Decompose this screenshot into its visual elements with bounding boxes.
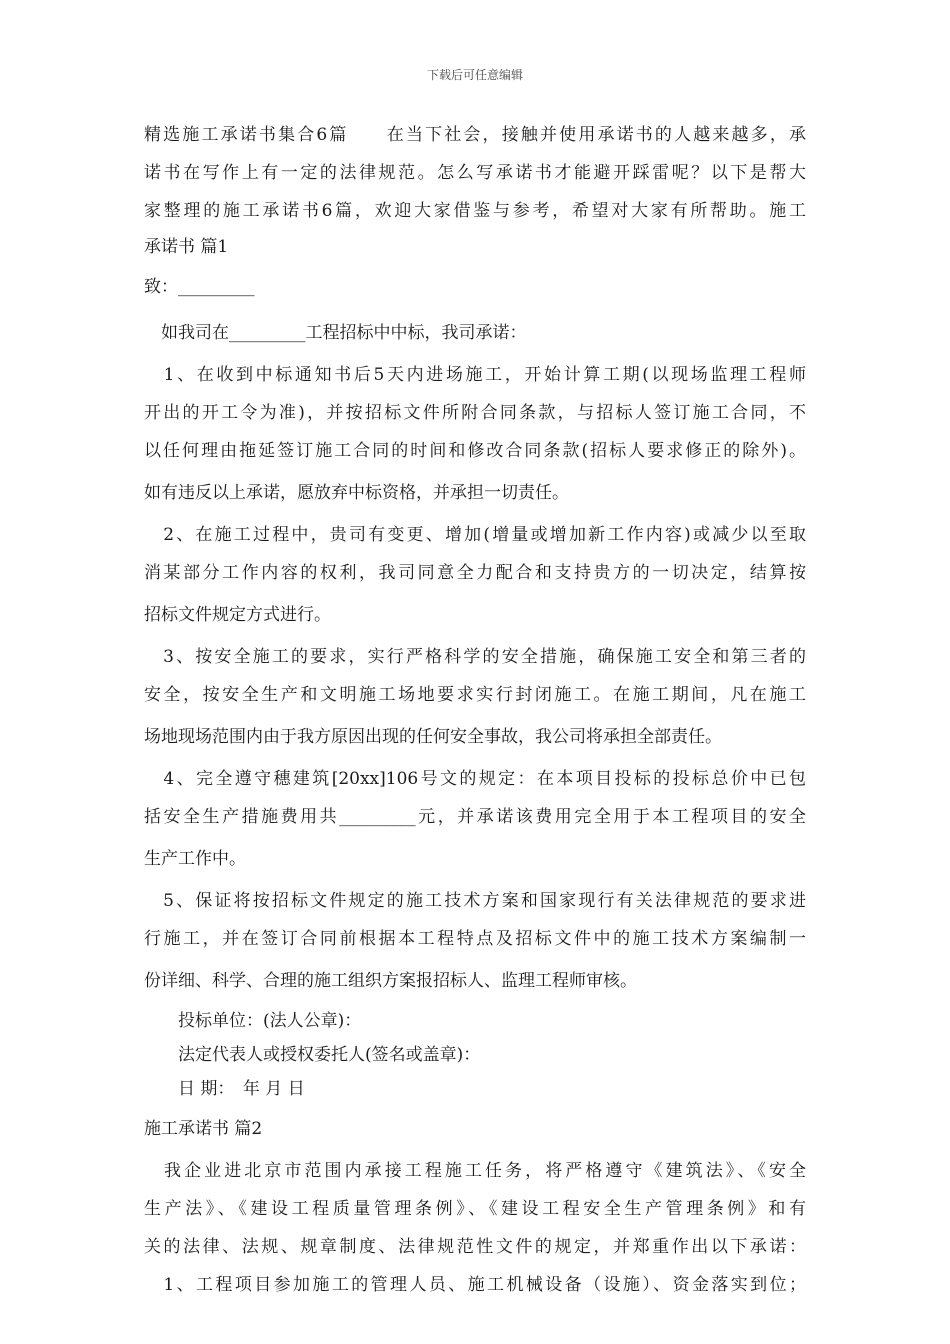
text-line: 关的法律、法规、规章制度、法律规范性文件的规定，并郑重作出以下承诺： [144, 1237, 806, 1257]
text-line: 消某部分工作内容的权利，我司同意全力配合和支持贵方的一切决定，结算按 [144, 563, 806, 583]
text-line: 以任何理由拖延签订施工合同的时间和修改合同条款(招标人要求修正的除外)。 [144, 441, 806, 461]
text-line: 如有违反以上承诺，愿放弃中标资格，并承担一切责任。 [144, 483, 569, 503]
text-line: 承诺书 篇1 [144, 237, 229, 257]
text-line: 精选施工承诺书集合6篇 在当下社会，接触并使用承诺书的人越来越多，承 [144, 125, 806, 145]
text-line: 法定代表人或授权委托人(签名或盖章)： [144, 1045, 481, 1065]
page-header-note: 下载后可任意编辑 [426, 68, 523, 82]
text-line: 我企业进北京市范围内承接工程施工任务，将严格遵守《建筑法》、《安全 [144, 1161, 806, 1181]
text-line: 2、在施工过程中，贵司有变更、增加(增量或增加新工作内容)或减少以至取 [144, 525, 806, 545]
text-line: 安全，按安全生产和文明施工场地要求实行封闭施工。在施工期间，凡在施工 [144, 685, 806, 705]
text-line: 场地现场范围内由于我方原因出现的任何安全事故，我公司将承担全部责任。 [144, 727, 722, 747]
text-line: 家整理的施工承诺书6篇，欢迎大家借鉴与参考，希望对大家有所帮助。施工 [144, 201, 806, 221]
text-line: 3、按安全施工的要求，实行严格科学的安全措施，确保施工安全和第三者的 [144, 647, 806, 667]
text-line: 行施工，并在签订合同前根据本工程特点及招标文件中的施工技术方案编制一 [144, 929, 806, 949]
text-line: 致：_________ [144, 277, 255, 297]
text-line: 如我司在_________工程招标中中标，我司承诺： [144, 323, 527, 343]
text-line: 份详细、科学、合理的施工组织方案报招标人、监理工程师审核。 [144, 971, 637, 991]
text-line: 开出的开工令为准)，并按招标文件所附合同条款，与招标人签订施工合同，不 [144, 403, 806, 423]
text-line: 生产工作中。 [144, 849, 246, 869]
text-line: 1、在收到中标通知书后5天内进场施工，开始计算工期(以现场监理工程师 [144, 365, 806, 385]
text-line: 1、工程项目参加施工的管理人员、施工机械设备（设施）、资金落实到位； [144, 1275, 806, 1295]
text-line: 投标单位：(法人公章)： [144, 1011, 362, 1031]
text-line: 5、保证将按招标文件规定的施工技术方案和国家现行有关法律规范的要求进 [144, 891, 806, 911]
document-body [144, 116, 806, 1304]
text-line: 4、完全遵守穗建筑[20xx]106号文的规定：在本项目投标的投标总价中已包 [144, 769, 806, 789]
text-line: 施工承诺书 篇2 [144, 1119, 263, 1139]
text-line: 括安全生产措施费用共_________元，并承诺该费用完全用于本工程项目的安全 [144, 807, 806, 827]
text-line: 生产法》、《建设工程质量管理条例》、《建设工程安全生产管理条例》和有 [144, 1199, 806, 1219]
text-line: 招标文件规定方式进行。 [144, 605, 331, 625]
text-line: 诺书在写作上有一定的法律规范。怎么写承诺书才能避开踩雷呢？以下是帮大 [144, 163, 806, 183]
text-line: 日 期： 年 月 日 [144, 1079, 305, 1099]
